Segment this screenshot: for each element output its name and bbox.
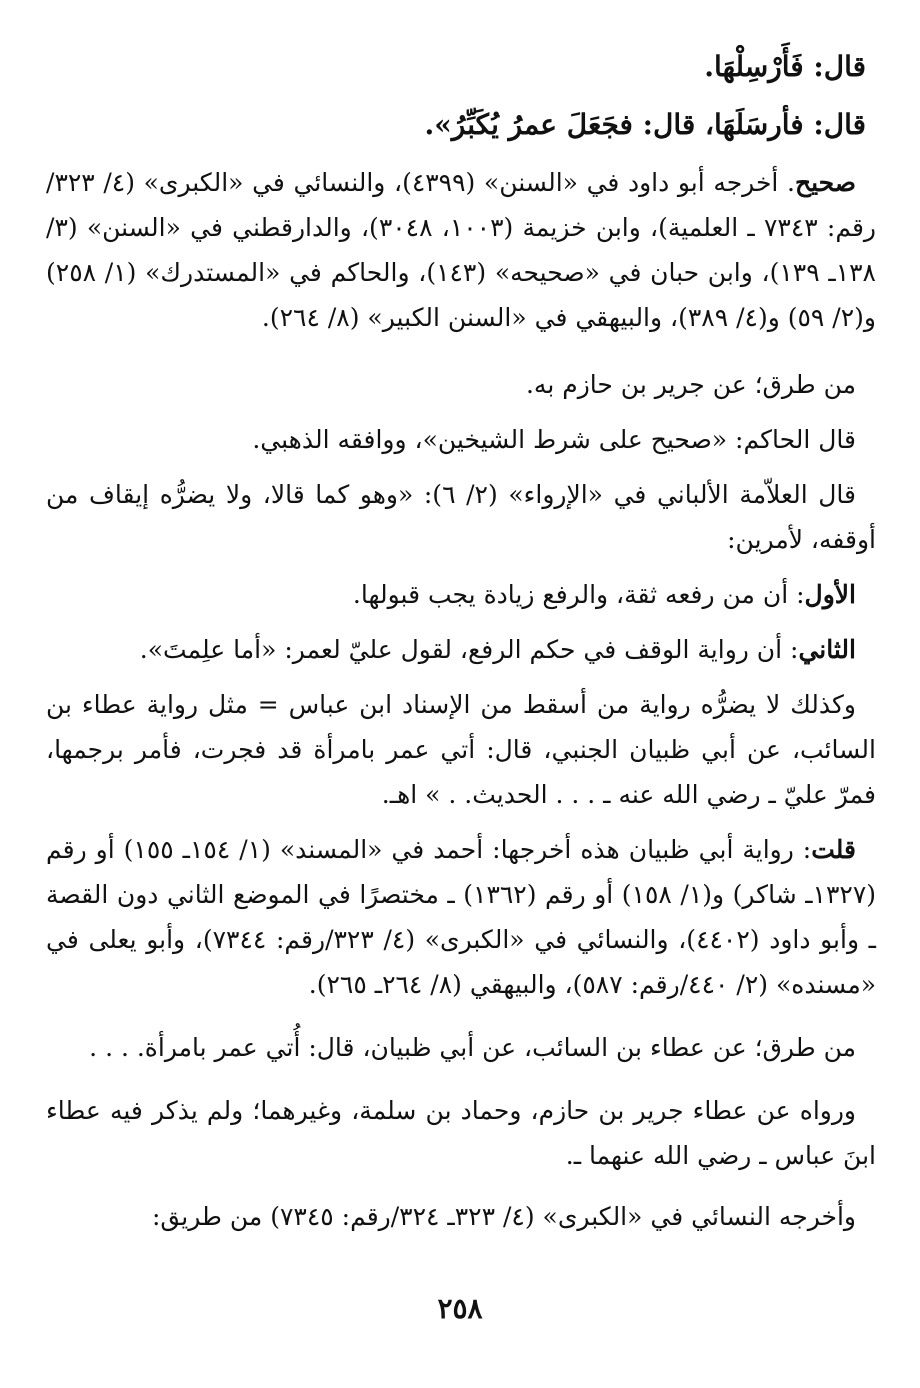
document-page (46, 38, 876, 1348)
albani-paragraph: قال العلاّمة الألباني في «الإرواء» (٢/ ٦): «وهو كما قالا، ولا يضرُّه إيقاف من أوقفه، لأمرين: (46, 480, 876, 554)
page-number: ٢٥٨ (437, 1292, 483, 1325)
heading-line-2: قال: فأرسَلَهَا، قال: فجَعَلَ عمرُ يُكَبِّرُ». (424, 108, 866, 141)
hakim-paragraph: قال الحاكم: «صحيح على شرط الشيخين»، ووافقه الذهبي. (252, 425, 856, 454)
qultu-text: : رواية أبي ظبيان هذه أخرجها: أحمد في «المسند» (١/ ١٥٤ـ ١٥٥) أو رقم (١٣٢٧ـ شاكر) و(١/ ١٥٨) أو رقم (١٣٦٢) ـ مختصرًا في الموضع الثاني دون القصة ـ وأبو داود (٤٤٠٢)، والنسائي في «الكبرى» (٤/ ٣٢٣/رقم: ٧٣٤٤)، وأبو يعلى في «مسنده» (٢/ ٤٤٠/رقم: ٥٨٧)، والبيهقي (٨/ ٢٦٤ـ ٢٦٥). (46, 835, 877, 999)
turuq-paragraph-1: من طرق؛ عن جرير بن حازم به. (525, 370, 856, 399)
sahih-text: . أخرجه أبو داود في «السنن» (٤٣٩٩)، والنسائي في «الكبرى» (٤/ ٣٢٣/رقم: ٧٣٤٣ ـ العلمية)، وابن خزيمة (١٠٠٣، ٣٠٤٨)، والدارقطني في «السنن» (٣/ ١٣٨ـ ١٣٩)، وابن حبان في «صحيحه» (١٤٣)، والحاكم في «المستدرك» (١/ ٢٥٨) و(٢/ ٥٩) و(٤/ ٣٨٩)، والبيهقي في «السنن الكبير» (٨/ ٢٦٤). (46, 168, 876, 332)
turuq-paragraph-2: من طرق؛ عن عطاء بن السائب، عن أبي ظبيان، قال: أُتي عمر بامرأة. . . . (89, 1033, 856, 1062)
first-text: : أن من رفعه ثقة، والرفع زيادة يجب قبولها. (352, 580, 805, 609)
first-reason-paragraph (46, 572, 876, 617)
sahih-paragraph (46, 160, 876, 340)
second-reason-paragraph (46, 627, 876, 672)
rawah-paragraph: ورواه عن عطاء جرير بن حازم، وحماد بن سلمة، وغيرهما؛ ولم يذكر فيه عطاء ابنَ عباس ـ رضي الله عنهما ـ. (46, 1096, 876, 1170)
qultu-label: قلت (811, 835, 857, 864)
kadhalik-paragraph: وكذلك لا يضرُّه رواية من أسقط من الإسناد ابن عباس = مثل رواية عطاء بن السائب، عن أبي ظبيان الجنبي، قال: أتي عمر بامرأة قد فجرت، فأمر برجمها، فمرّ عليّ ـ رضي الله عنه ـ . . . الحديث. . » اهـ. (46, 690, 876, 809)
akhrajahu-paragraph: وأخرجه النسائي في «الكبرى» (٤/ ٣٢٣ـ ٣٢٤/رقم: ٧٣٤٥) من طريق: (151, 1202, 856, 1231)
sahih-label: صحيح (794, 168, 856, 197)
first-label: الأول (804, 580, 856, 609)
qultu-paragraph (46, 827, 876, 1007)
second-label: الثاني (798, 635, 856, 664)
heading-line-1: قال: فَأَرْسِلْهَا. (704, 50, 866, 83)
second-text: : أن رواية الوقف في حكم الرفع، لقول عليّ لعمر: «أما علِمتَ». (139, 635, 799, 664)
